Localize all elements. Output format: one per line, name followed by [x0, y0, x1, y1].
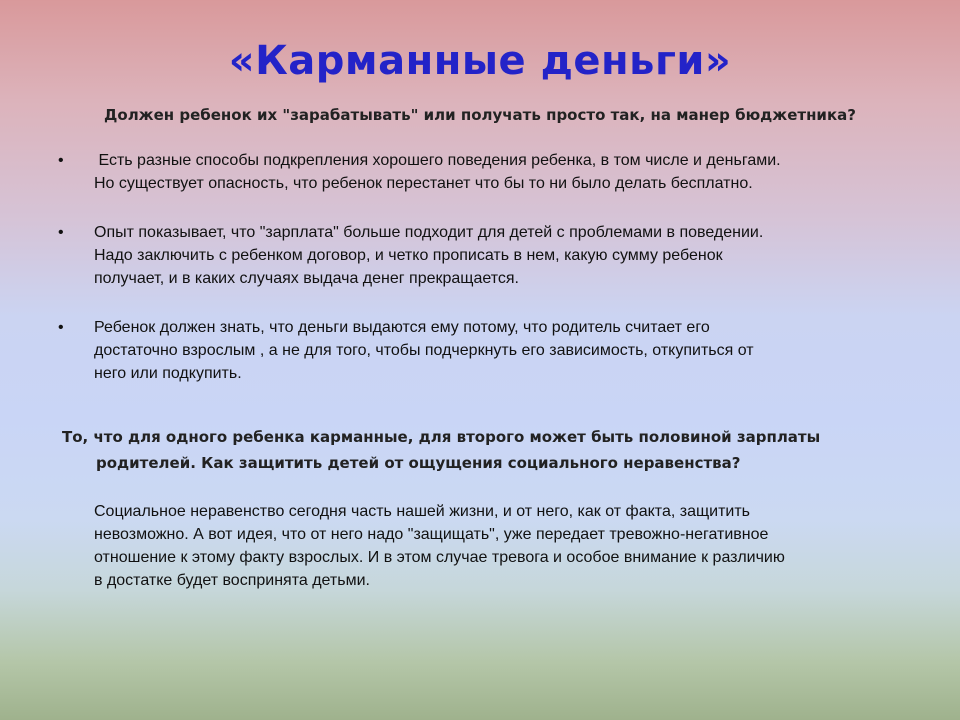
bullet-3-line-2: достаточно взрослым , а не для того, чтобы подчеркнуть его зависимость, откупиться от: [94, 342, 754, 359]
bullet-icon: •: [58, 319, 64, 336]
bullet-item-2: [58, 221, 918, 290]
bullet-list: [58, 149, 918, 411]
bullet-3-line-1: Ребенок должен знать, что деньги выдаются ему потому, что родитель считает его: [94, 319, 710, 336]
bullet-2-line-2: Надо заключить с ребенком договор, и четко прописать в нем, какую сумму ребенок: [94, 247, 723, 264]
bullet-icon: •: [58, 152, 64, 169]
bullet-1-line-1: Есть разные способы подкрепления хорошего поведения ребенка, в том числе и деньгами.: [94, 152, 781, 169]
bullet-3-line-3: него или подкупить.: [94, 365, 242, 382]
bullet-2-line-1: Опыт показывает, что "зарплата" больше подходит для детей с проблемами в поведении.: [94, 224, 764, 241]
question-heading: [62, 424, 902, 476]
bullet-2-line-3: получает, и в каких случаях выдача денег прекращается.: [94, 270, 519, 287]
bullet-icon: •: [58, 224, 64, 241]
slide-title: «Карманные деньги»: [228, 38, 732, 84]
question-line-2: родителей. Как защитить детей от ощущения социального неравенства?: [96, 454, 741, 472]
answer-paragraph: [94, 500, 914, 592]
bullet-item-1: [58, 149, 918, 195]
bullet-item-3: [58, 316, 918, 385]
bullet-1-line-2: Но существует опасность, что ребенок перестанет что бы то ни было делать бесплатно.: [94, 175, 753, 192]
question-line-1: То, что для одного ребенка карманные, для второго может быть половиной зарплаты: [62, 428, 821, 446]
answer-line-2: невозможно. А вот идея, что от него надо "защищать", уже передает тревожно-негативное: [94, 526, 769, 543]
answer-line-4: в достатке будет воспринята детьми.: [94, 572, 370, 589]
slide-subtitle: Должен ребенок их "зарабатывать" или получать просто так, на манер бюджетника?: [104, 106, 856, 124]
answer-line-1: Социальное неравенство сегодня часть нашей жизни, и от него, как от факта, защитить: [94, 503, 750, 520]
answer-line-3: отношение к этому факту взрослых. И в этом случае тревога и особое внимание к различию: [94, 549, 785, 566]
